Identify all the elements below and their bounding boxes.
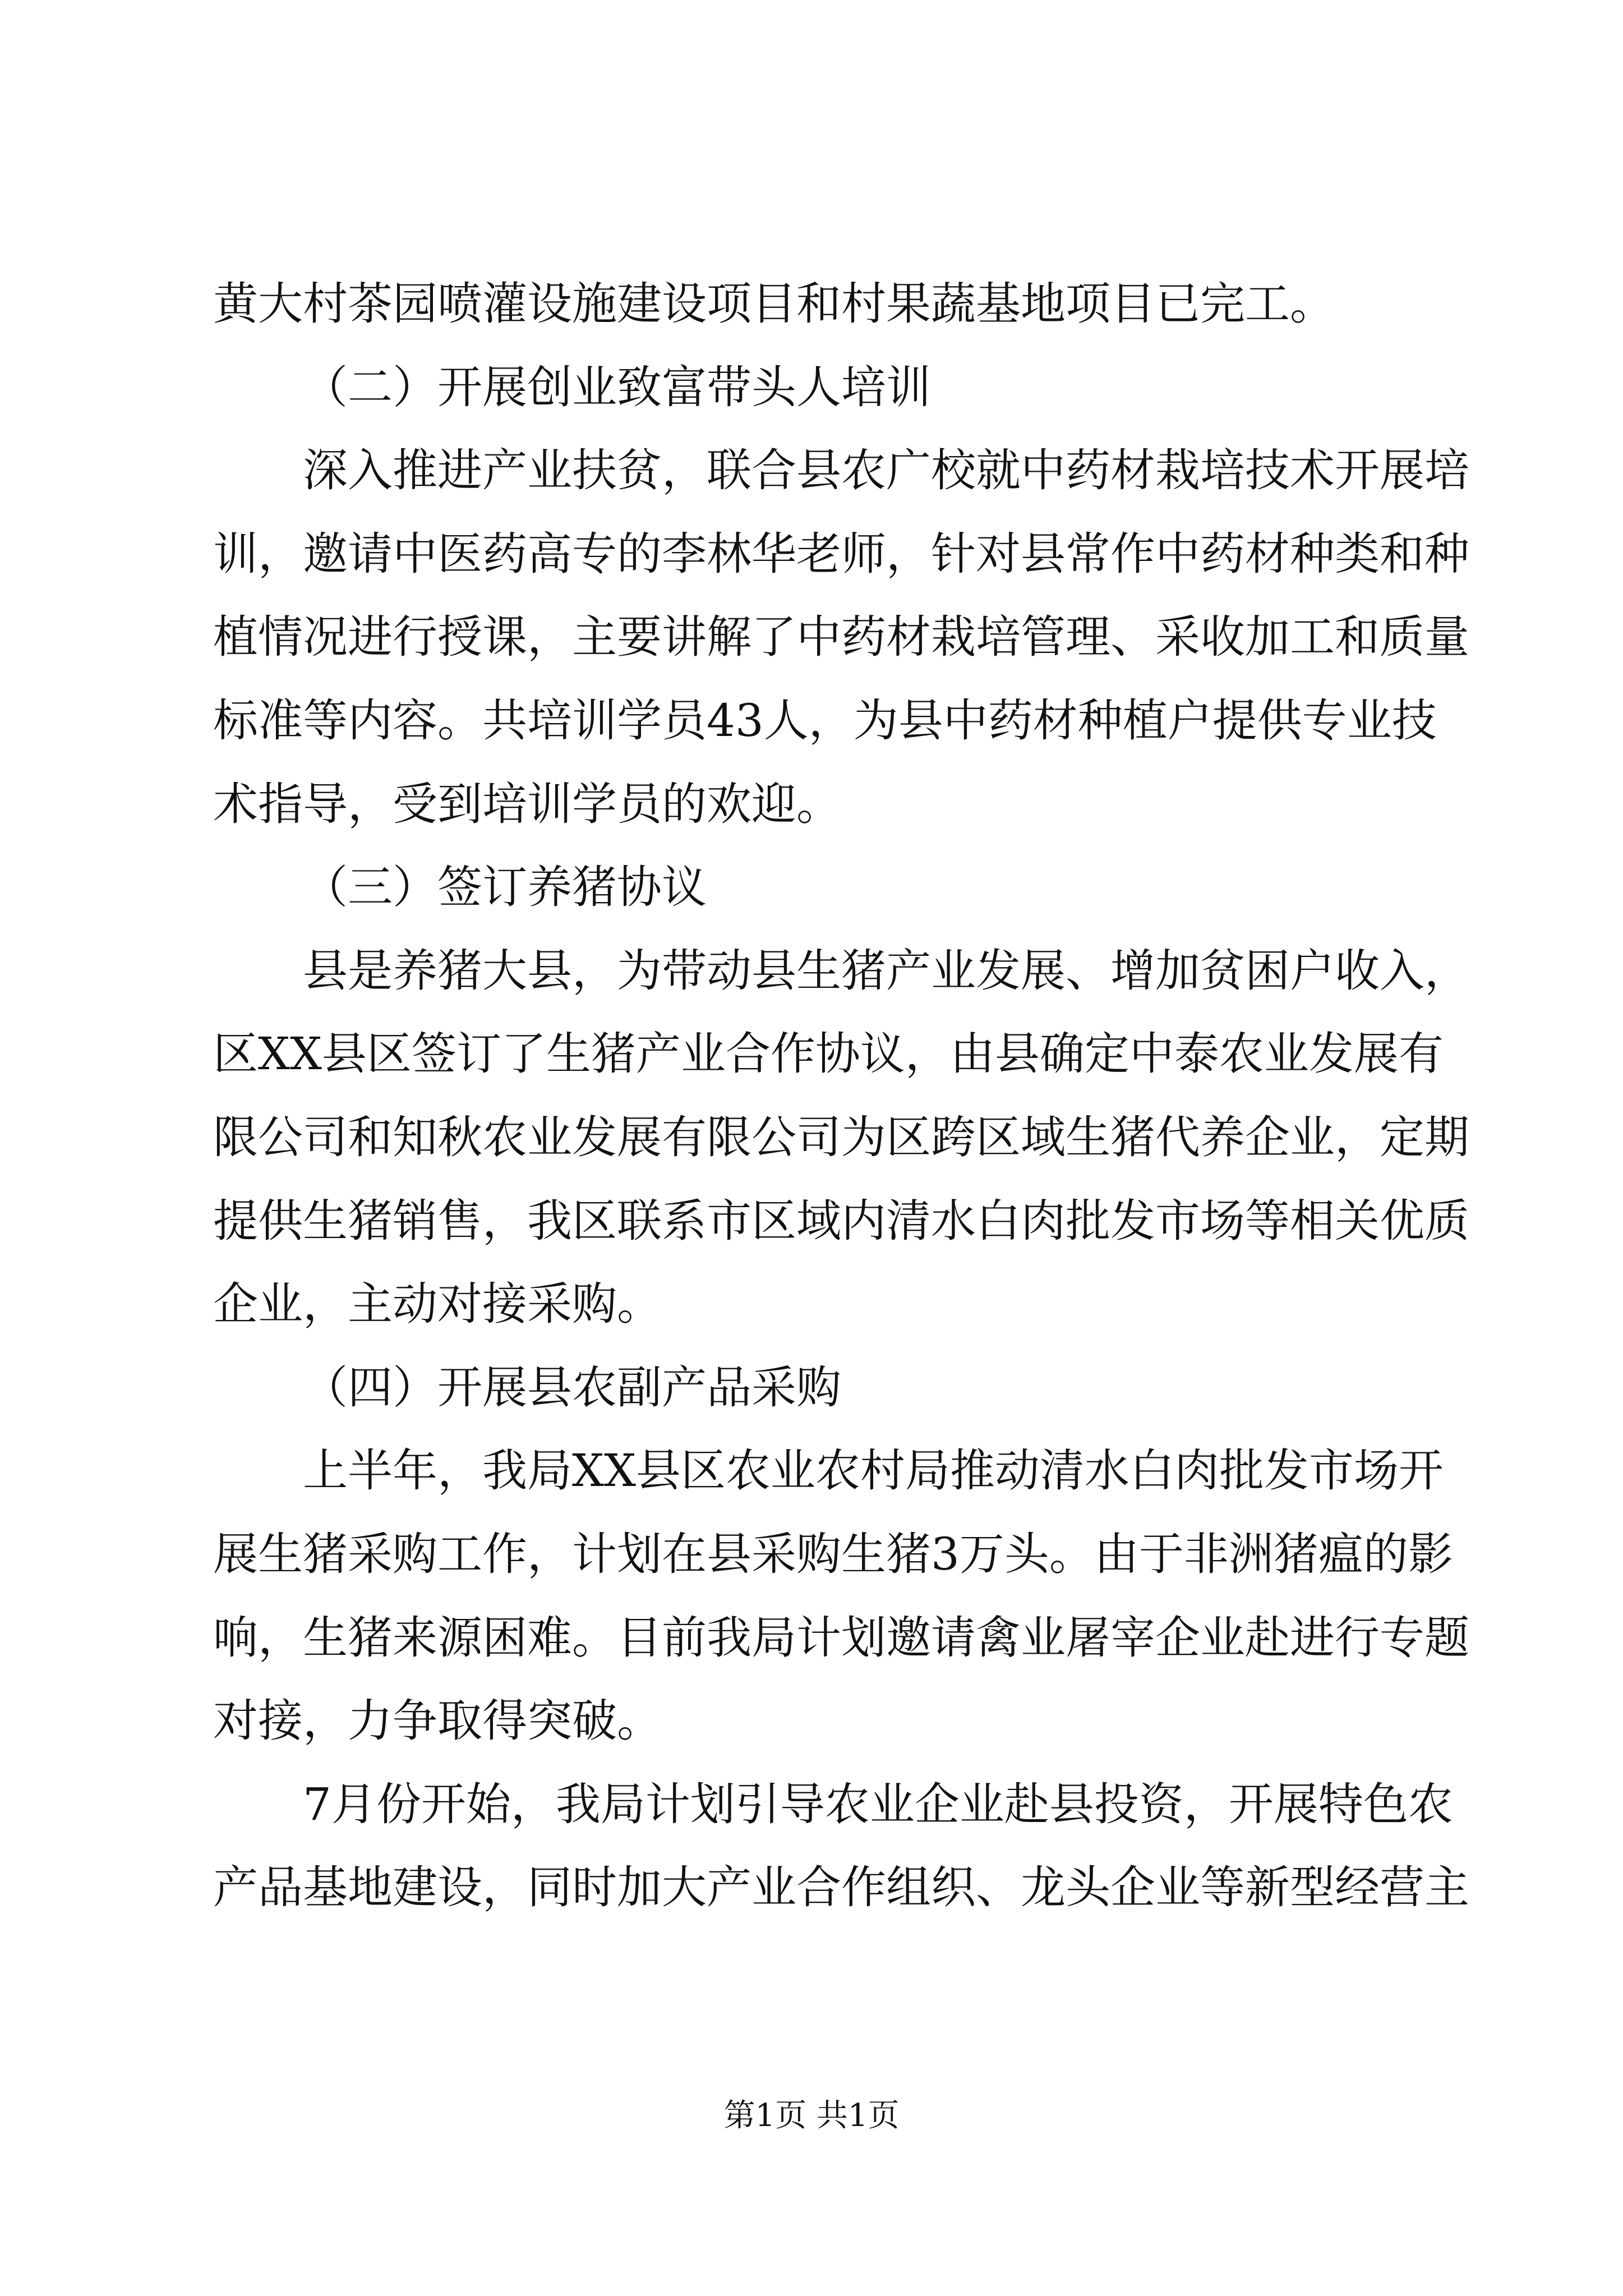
text-line-3: 深入推进产业扶贫，联合县农广校就中药材栽培技术开展培 (303, 444, 1469, 497)
text-line-12: 提供生猪销售，我区联系市区域内清水白肉批发市场等相关优质 (213, 1194, 1469, 1247)
text-line-11: 限公司和知秋农业发展有限公司为区跨区域生猪代养企业，定期 (213, 1111, 1469, 1163)
section-heading-2: （二）开展创业致富带头人培训 (303, 361, 931, 413)
text-line-18: 对接，力争取得突破。 (213, 1695, 662, 1747)
text-line-4: 训，邀请中医药高专的李林华老师，针对县常作中药材种类和种 (213, 527, 1469, 580)
text-line-15: 上半年，我局XX县区农业农村局推动清水白肉批发市场开 (303, 1444, 1444, 1497)
text-line-7: 术指导，受到培训学员的欢迎。 (213, 777, 841, 830)
text-line-5: 植情况进行授课，主要讲解了中药材栽培管理、采收加工和质量 (213, 611, 1469, 664)
section-heading-3: （三）签订养猪协议 (303, 861, 707, 914)
text-line-10: 区XX县区签订了生猪产业合作协议，由县确定中泰农业发展有 (213, 1028, 1444, 1080)
text-line-6: 标准等内容。共培训学员43人，为县中药材种植户提供专业技 (213, 694, 1437, 747)
page-number-footer: 第1页 共1页 (723, 2097, 900, 2134)
text-line-20: 产品基地建设，同时加大产业合作组织、龙头企业等新型经营主 (213, 1861, 1469, 1914)
text-line-17: 响，生猪来源困难。目前我局计划邀请禽业屠宰企业赴进行专题 (213, 1611, 1469, 1664)
text-line-16: 展生猪采购工作，计划在县采购生猪3万头。由于非洲猪瘟的影 (213, 1527, 1453, 1580)
section-heading-4: （四）开展县农副产品采购 (303, 1361, 841, 1414)
text-line-1: 黄大村茶园喷灌设施建设项目和村果蔬基地项目已完工。 (213, 278, 1335, 330)
text-line-19: 7月份开始，我局计划引导农业企业赴县投资，开展特色农 (303, 1778, 1453, 1830)
text-line-9: 县是养猪大县，为带动县生猪产业发展、增加贫困户收入， (303, 944, 1469, 997)
document-body (213, 263, 1469, 1930)
text-line-13: 企业，主动对接采购。 (213, 1278, 662, 1331)
